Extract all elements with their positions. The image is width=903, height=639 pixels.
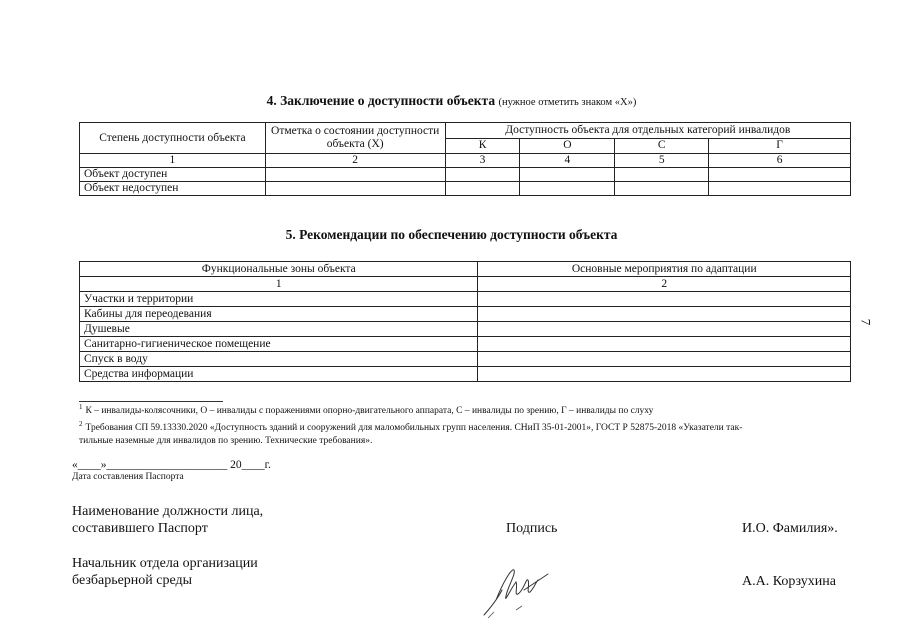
mark-cell[interactable] <box>709 182 851 196</box>
number-cell: 2 <box>478 277 851 292</box>
zone-label: Душевые <box>80 322 478 337</box>
zone-label: Санитарно-гигиеническое помещение <box>80 337 478 352</box>
chief-position-label: Начальник отдела организации безбарьерной среды <box>72 556 258 588</box>
accessibility-conclusion-table <box>79 122 851 196</box>
number-cell: 1 <box>80 277 478 292</box>
section-4-note: (нужное отметить знаком «Х») <box>498 97 637 108</box>
section-5-title: 5. Рекомендации по обеспечению доступности объекта <box>285 227 618 242</box>
table-row <box>80 292 851 307</box>
footnote-2 <box>79 419 839 448</box>
measure-cell[interactable] <box>478 322 851 337</box>
footnote-text: К – инвалиды-колясочники, О – инвалиды с поражениями опорно-двигательного аппарата, С – инвалиды по зрению, Г – инвалиды по слуху <box>85 406 654 416</box>
footnote-mark: 2 <box>79 419 83 428</box>
column-header: Доступность объекта для отдельных категорий инвалидов <box>445 123 850 139</box>
table-number-row <box>80 154 851 168</box>
mark-cell[interactable] <box>520 168 615 182</box>
zone-label: Участки и территории <box>80 292 478 307</box>
table-header-row <box>80 262 851 277</box>
number-cell: 1 <box>80 154 266 168</box>
footnote-divider <box>79 401 223 402</box>
measure-cell[interactable] <box>478 352 851 367</box>
person-position-label: Наименование должности лица, составившего Паспорт <box>72 504 264 536</box>
signature-label: Подпись <box>506 521 558 536</box>
section-4-heading <box>0 93 903 109</box>
table-row <box>80 168 851 182</box>
date-caption: Дата составления Паспорта <box>72 472 184 482</box>
table-row <box>80 182 851 196</box>
number-cell: 5 <box>615 154 709 168</box>
mark-cell[interactable] <box>445 182 520 196</box>
footnote-mark: 1 <box>79 402 83 411</box>
category-cell: К <box>445 138 520 154</box>
column-header: Степень доступности объекта <box>80 123 266 154</box>
section-4-title: 4. Заключение о доступности объекта <box>266 93 496 108</box>
page-number: 7 <box>858 318 874 326</box>
measure-cell[interactable] <box>478 337 851 352</box>
measure-cell[interactable] <box>478 292 851 307</box>
footnote-1 <box>79 402 839 418</box>
chief-name: А.А. Корзухина <box>742 574 836 589</box>
mark-cell[interactable] <box>265 182 445 196</box>
table-row <box>80 322 851 337</box>
category-cell: С <box>615 138 709 154</box>
mark-cell[interactable] <box>520 182 615 196</box>
mark-cell[interactable] <box>445 168 520 182</box>
number-cell: 3 <box>445 154 520 168</box>
number-cell: 6 <box>709 154 851 168</box>
column-header: Отметка о состоянии доступности объекта (Х) <box>265 123 445 154</box>
number-cell: 2 <box>265 154 445 168</box>
footnote-text: Требования СП 59.13330.2020 «Доступность зданий и сооружений для маломобильных групп населения. СНиП 35-01-2001», ГОСТ Р 52875-2018 «Указатели так- <box>85 423 743 433</box>
category-cell: О <box>520 138 615 154</box>
footnote-text-continued: тильные наземные для инвалидов по зрению. Технические требования». <box>79 436 373 446</box>
measure-cell[interactable] <box>478 367 851 382</box>
column-header: Функциональные зоны объекта <box>80 262 478 277</box>
table-header-row <box>80 123 851 139</box>
mark-cell[interactable] <box>709 168 851 182</box>
table-row <box>80 337 851 352</box>
row-label: Объект доступен <box>80 168 266 182</box>
table-row <box>80 352 851 367</box>
mark-cell[interactable] <box>615 168 709 182</box>
zone-label: Спуск в воду <box>80 352 478 367</box>
column-header: Основные мероприятия по адаптации <box>478 262 851 277</box>
handwritten-signature <box>478 560 558 620</box>
mark-cell[interactable] <box>615 182 709 196</box>
name-label: И.О. Фамилия». <box>742 521 838 536</box>
mark-cell[interactable] <box>265 168 445 182</box>
table-row <box>80 367 851 382</box>
zone-label: Средства информации <box>80 367 478 382</box>
table-number-row <box>80 277 851 292</box>
category-cell: Г <box>709 138 851 154</box>
number-cell: 4 <box>520 154 615 168</box>
zone-label: Кабины для переодевания <box>80 307 478 322</box>
table-row <box>80 307 851 322</box>
recommendations-table <box>79 261 851 382</box>
measure-cell[interactable] <box>478 307 851 322</box>
row-label: Объект недоступен <box>80 182 266 196</box>
date-line: «____»_____________________ 20____г. <box>72 459 271 471</box>
